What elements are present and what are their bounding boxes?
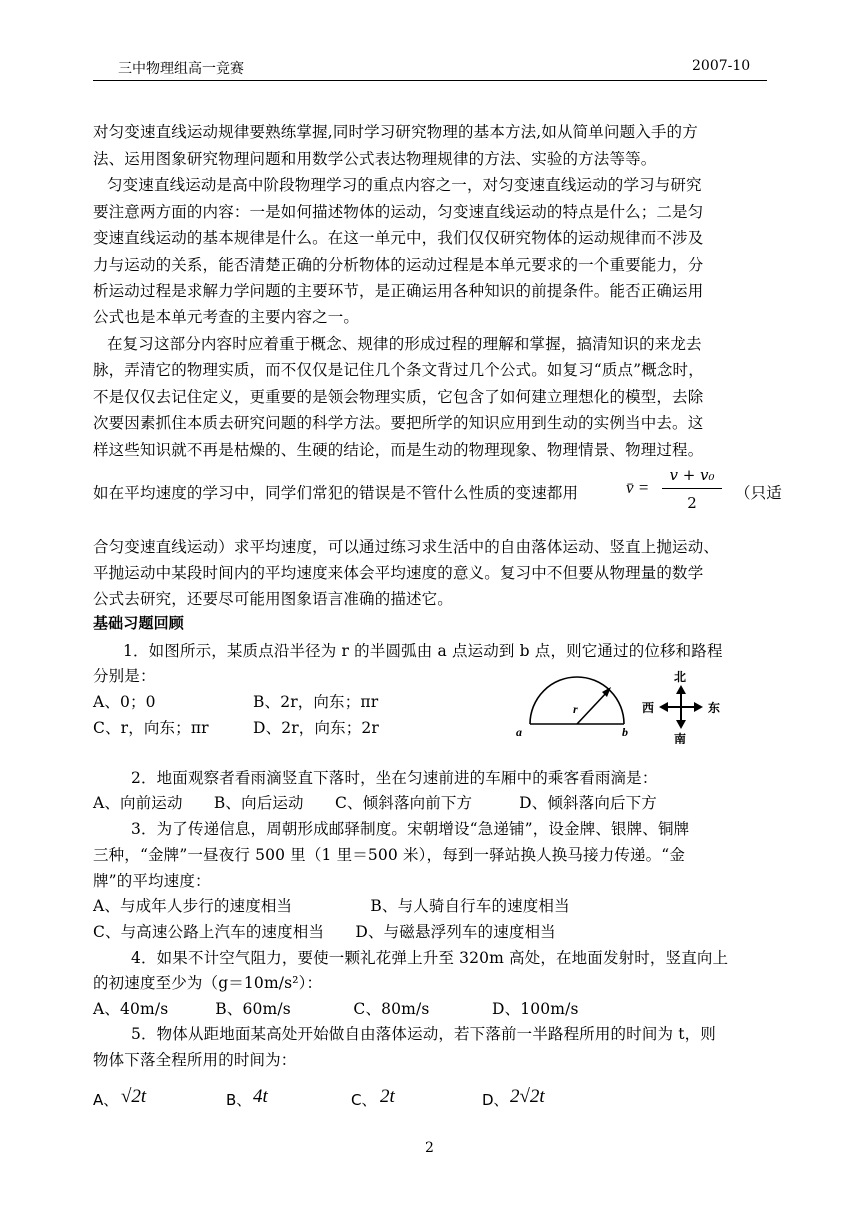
west-arrow-icon bbox=[659, 702, 668, 712]
q5-option-c-value: 2t bbox=[380, 1086, 395, 1107]
formula-denominator: 2 bbox=[687, 494, 697, 512]
page-number: 2 bbox=[425, 1140, 434, 1156]
paragraph-line: 合匀变速直线运动）求平均速度，可以通过练习求生活中的自由落体运动、竖直上抛运动、 bbox=[93, 538, 720, 556]
q4-stem: 的初速度至少为（g＝10m/s²）： bbox=[93, 974, 323, 992]
formula-numerator: v + v₀ bbox=[669, 466, 715, 484]
avg-speed-text: 如在平均速度的学习中，同学们常犯的错误是不管什么性质的变速都用 bbox=[93, 484, 579, 502]
paragraph-line: 平抛运动中某段时间内的平均速度来体会平均速度的意义。复习中不但要从物理量的数学 bbox=[93, 564, 704, 582]
q5-stem: 5．物体从距地面某高处开始做自由落体运动，若下落前一半路程所用的时间为 t，则 bbox=[131, 1025, 716, 1043]
q1-option-a: A、0；0 bbox=[93, 693, 156, 711]
header-rule bbox=[93, 80, 767, 81]
radius-arrow bbox=[577, 691, 608, 724]
q5-stem: 物体下落全程所用的时间为： bbox=[93, 1051, 297, 1069]
east-arrow-icon bbox=[694, 702, 703, 712]
paragraph-line: 匀变速直线运动是高中阶段物理学习的重点内容之一，对匀变速直线运动的学习与研究 bbox=[107, 176, 702, 194]
q1-option-c: C、r，向东；πr bbox=[93, 719, 209, 737]
compass-figure bbox=[640, 668, 725, 744]
q3-options: A、与成年人步行的速度相当 B、与人骑自行车的速度相当 bbox=[93, 897, 570, 915]
q1-option-b: B、2r，向东；πr bbox=[253, 693, 379, 711]
q5-option-b-label: B、 bbox=[226, 1091, 252, 1109]
header-right: 2007-10 bbox=[692, 58, 751, 74]
fraction-bar bbox=[662, 488, 722, 489]
header-left: 三中物理组高一竞赛 bbox=[118, 61, 244, 77]
q1-stem: 分别是： bbox=[93, 667, 156, 685]
q3-stem: 3．为了传递信息，周朝形成邮驿制度。宋朝增设“急递铺”，设金牌、银牌、铜牌 bbox=[131, 820, 690, 838]
paragraph-line: 样这些知识就不再是枯燥的、生硬的结论，而是生动的物理现象、物理情景、物理过程。 bbox=[93, 441, 704, 459]
q5-option-d-value: 2√2t bbox=[510, 1086, 545, 1107]
q5-option-c-label: C、 bbox=[351, 1091, 377, 1109]
paragraph-line: 不是仅仅去记住定义，更重要的是领会物理实质，它包含了如何建立理想化的模型，去除 bbox=[93, 388, 704, 406]
q4-stem: 4．如果不计空气阻力，要使一颗礼花弹上升至 320m 高处，在地面发射时，竖直向上 bbox=[131, 949, 729, 967]
compass-east-label: 东 bbox=[708, 701, 721, 715]
paragraph-line: 对匀变速直线运动规律要熟练掌握,同时学习研究物理的基本方法,如从简单问题入手的方 bbox=[93, 123, 698, 141]
north-arrow-icon bbox=[676, 685, 686, 694]
avg-speed-text-after: （只适 bbox=[735, 484, 782, 502]
q1-stem: 1．如图所示，某质点沿半径为 r 的半圆弧由 a 点运动到 b 点，则它通过的位移和路程 bbox=[123, 642, 723, 660]
formula-lhs: v̄ = bbox=[626, 478, 650, 497]
q4-options: A、40m/s B、60m/s C、80m/s D、100m/s bbox=[93, 1000, 579, 1018]
paragraph-line: 脉，弄清它的物理实质，而不仅仅是记住几个条文背过几个公式。如复习“质点”概念时， bbox=[93, 361, 704, 379]
paragraph-line: 公式也是本单元考查的主要内容之一。 bbox=[93, 308, 360, 326]
semicircle-figure bbox=[510, 675, 640, 740]
label-b: b bbox=[622, 725, 628, 739]
q2-options: A、向前运动 B、向后运动 C、倾斜落向前下方 D、倾斜落向后下方 bbox=[93, 794, 657, 812]
q5-option-d-label: D、 bbox=[482, 1091, 509, 1109]
paragraph-line: 次要因素抓住本质去研究问题的科学方法。要把所学的知识应用到生动的实例当中去。这 bbox=[93, 414, 704, 432]
south-arrow-icon bbox=[676, 720, 686, 729]
paragraph-line: 析运动过程是求解力学问题的主要环节，是正确运用各种知识的前提条件。能否正确运用 bbox=[93, 282, 704, 300]
q2-stem: 2．地面观察者看雨滴竖直下落时，坐在匀速前进的车厢中的乘客看雨滴是： bbox=[131, 769, 658, 787]
compass-north-label: 北 bbox=[674, 670, 687, 684]
paragraph-line: 力与运动的关系，能否清楚正确的分析物体的运动过程是本单元要求的一个重要能力，分 bbox=[93, 256, 704, 274]
paragraph-line: 在复习这部分内容时应着重于概念、规律的形成过程的理解和掌握，搞清知识的来龙去 bbox=[107, 335, 702, 353]
paragraph-line: 法、运用图象研究物理问题和用数学公式表达物理规律的方法、实验的方法等等。 bbox=[93, 150, 657, 168]
q3-stem: 牌”的平均速度： bbox=[93, 872, 211, 890]
q5-option-b-value: 4t bbox=[253, 1086, 268, 1107]
label-r: r bbox=[573, 702, 578, 716]
compass-west-label: 西 bbox=[642, 701, 655, 715]
paragraph-line: 变速直线运动的基本规律是什么。在这一单元中，我们仅仅研究物体的运动规律而不涉及 bbox=[93, 229, 704, 247]
q3-options: C、与高速公路上汽车的速度相当 D、与磁悬浮列车的速度相当 bbox=[93, 923, 556, 941]
q3-stem: 三种，“金牌”一昼夜行 500 里（1 里＝500 米），每到一驿站换人换马接力传递。“金 bbox=[93, 846, 686, 864]
q5-option-a-label: A、 bbox=[93, 1091, 119, 1109]
section-title: 基础习题回顾 bbox=[93, 614, 184, 632]
q1-option-d: D、2r，向东；2r bbox=[253, 719, 379, 737]
label-a: a bbox=[516, 725, 522, 739]
paragraph-line: 要注意两方面的内容：一是如何描述物体的运动，匀变速直线运动的特点是什么；二是匀 bbox=[93, 203, 704, 221]
semicircle-arc bbox=[530, 677, 624, 724]
q5-option-a-value: √2t bbox=[121, 1086, 147, 1107]
compass-south-label: 南 bbox=[674, 732, 687, 744]
paragraph-line: 公式去研究，还要尽可能用图象语言准确的描述它。 bbox=[93, 590, 453, 608]
